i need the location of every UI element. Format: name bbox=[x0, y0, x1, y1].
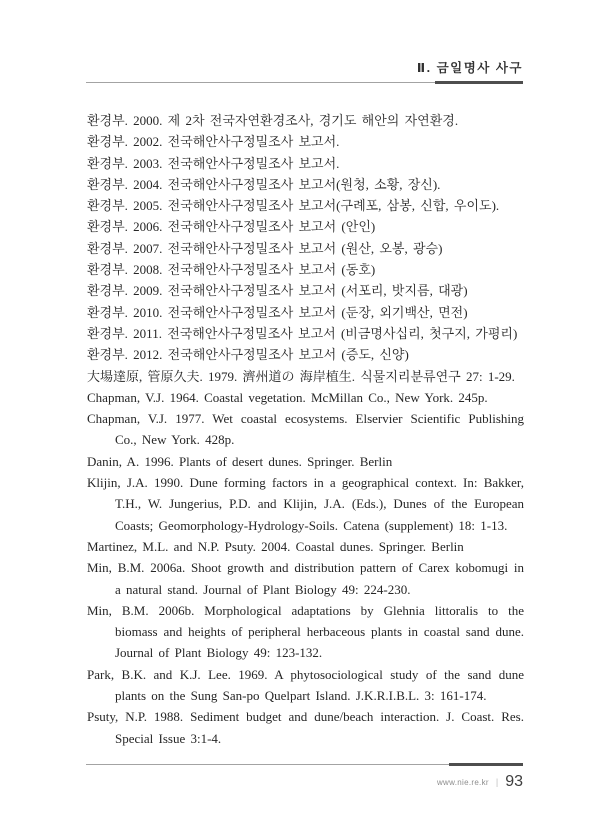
reference-entry: 환경부. 2007. 전국해안사구정밀조사 보고서 (원산, 오봉, 광승) bbox=[87, 240, 443, 256]
header-rule-accent bbox=[435, 81, 523, 84]
reference-entry: 환경부. 2010. 전국해안사구정밀조사 보고서 (둔장, 외기백산, 면전) bbox=[87, 304, 468, 320]
reference-entry: 환경부. 2004. 전국해안사구정밀조사 보고서(원청, 소황, 장신). bbox=[87, 176, 441, 192]
reference-entry: 환경부. 2003. 전국해안사구정밀조사 보고서. bbox=[87, 155, 340, 171]
reference-entry: 大場達原, 管原久夫. 1979. 濟州道の 海岸植生. 식물지리분류연구 27: 1-29. bbox=[87, 368, 515, 384]
reference-entry: Danin, A. 1996. Plants of desert dunes. Springer. Berlin bbox=[87, 453, 393, 469]
page-number: 93 bbox=[505, 773, 523, 790]
reference-entry: 환경부. 2006. 전국해안사구정밀조사 보고서 (안인) bbox=[87, 219, 376, 235]
footer-rule bbox=[86, 763, 523, 766]
page-header bbox=[86, 58, 523, 84]
page-footer bbox=[86, 763, 523, 791]
reference-entry: Park, B.K. and K.J. Lee. 1969. A phytosociological study of the sand dune plants on the Sung San-po Quelpart Island. J.K.R.I.B.L. 3: 161-174. bbox=[87, 666, 524, 704]
reference-entry: Chapman, V.J. 1977. Wet coastal ecosystems. Elservier Scientific Publishing Co., New York. 428p. bbox=[87, 411, 524, 448]
reference-entry: 환경부. 2008. 전국해안사구정밀조사 보고서 (동호) bbox=[87, 262, 376, 278]
reference-list bbox=[87, 110, 524, 749]
footer-rule-accent bbox=[449, 763, 523, 766]
header-chapter-title: Ⅱ. 금일명사 사구 bbox=[416, 61, 523, 75]
reference-entry: 환경부. 2009. 전국해안사구정밀조사 보고서 (서포리, 밧지름, 대광) bbox=[87, 283, 468, 299]
reference-entry: 환경부. 2012. 전국해안사구정밀조사 보고서 (증도, 신양) bbox=[87, 347, 409, 363]
footer-separator: | bbox=[495, 777, 499, 787]
reference-entry: 환경부. 2005. 전국해안사구정밀조사 보고서(구례포, 삼봉, 신합, 우이도). bbox=[87, 198, 500, 214]
reference-entry: 환경부. 2000. 제 2차 전국자연환경조사, 경기도 해안의 자연환경. bbox=[87, 113, 459, 128]
reference-entry: Min, B.M. 2006a. Shoot growth and distribution pattern of Carex kobomugi in a natural stand. Journal of Plant Biology 49: 224-230. bbox=[87, 560, 524, 597]
reference-entry: Klijin, J.A. 1990. Dune forming factors in a geographical context. In: Bakker, T.H., W. Jungerius, P.D. and Klijin, J.A. (Eds.), Dunes of the European Coasts; Geomorphology-Hydrology-Soils. Catena (supplement) 18: 1-13. bbox=[87, 475, 524, 533]
reference-entry: Min, B.M. 2006b. Morphological adaptations by Glehnia littoralis to the biomass and heights of peripheral herbaceous plants in coastal sand dune. Journal of Plant Biology 49: 123-132. bbox=[87, 602, 524, 661]
reference-entry: Martinez, M.L. and N.P. Psuty. 2004. Coastal dunes. Springer. Berlin bbox=[87, 538, 464, 554]
reference-entry: 환경부. 2002. 전국해안사구정밀조사 보고서. bbox=[87, 134, 340, 150]
reference-entry: 환경부. 2011. 전국해안사구정밀조사 보고서 (비금명사십리, 첫구지, 가평리) bbox=[87, 325, 518, 341]
reference-entry: Psuty, N.P. 1988. Sediment budget and dune/beach interaction. J. Coast. Res. Special Issue 3:1-4. bbox=[87, 709, 524, 746]
reference-entry: Chapman, V.J. 1964. Coastal vegetation. McMillan Co., New York. 245p. bbox=[87, 389, 488, 405]
footer-website: www.nie.re.kr bbox=[436, 777, 489, 787]
footer-text bbox=[86, 773, 523, 791]
header-rule bbox=[86, 81, 523, 84]
